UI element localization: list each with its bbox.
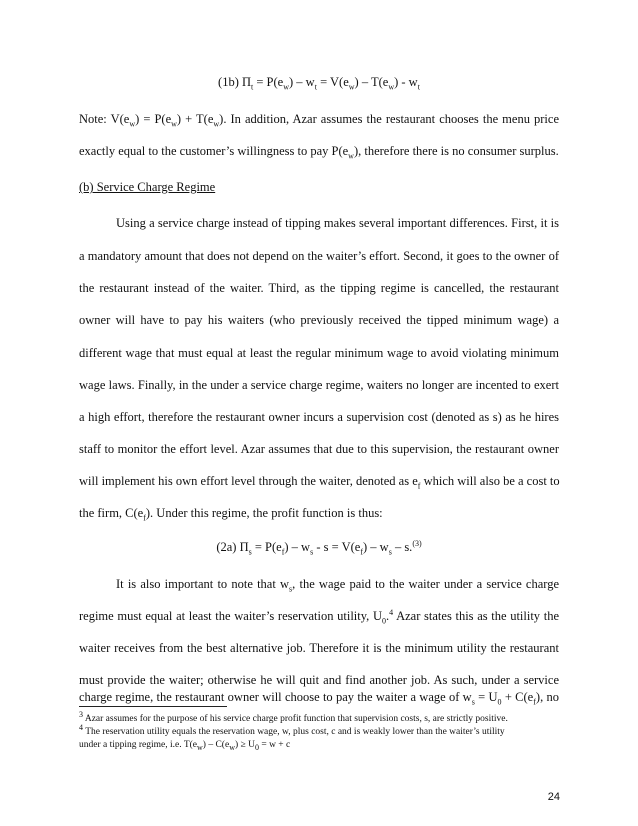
eq-text: ) – w xyxy=(289,75,315,89)
paragraph-line: staff to monitor the effort level. Azar assumes that due to this supervision, the restaurant owner xyxy=(79,442,559,456)
footnote-3 xyxy=(79,709,559,725)
paragraph-line xyxy=(79,608,559,624)
text-span: Azar states this as the utility the xyxy=(393,609,559,623)
text-span: The reservation utility equals the reservation wage, w, plus cost, c and is weakly lower than the waiter’s utility xyxy=(83,727,505,737)
paragraph-line xyxy=(116,576,559,592)
text-span: ) – w xyxy=(362,540,389,554)
text-span: ), no xyxy=(535,690,559,704)
subscript: s xyxy=(248,547,252,557)
eq-text: ) - w xyxy=(394,75,418,89)
subscript: w xyxy=(171,119,177,129)
text-span: regime must equal at least the waiter’s reservation utility, U xyxy=(79,609,382,623)
subscript: 0 xyxy=(254,742,259,752)
subscript: w xyxy=(348,151,354,161)
eq-sub: t xyxy=(314,82,317,92)
subscript: f xyxy=(281,547,285,557)
text-span: = P(e xyxy=(251,540,282,554)
text-span: Note: V(e xyxy=(79,112,130,126)
subscript: f xyxy=(143,513,146,523)
note-line-1 xyxy=(79,111,559,127)
paragraph-line: a high effort, therefore the restaurant owner incurs a supervision cost (denoted as s) as he hires xyxy=(79,410,559,424)
note-line-2 xyxy=(79,143,559,159)
text-span: ) – w xyxy=(284,540,311,554)
text-span: which will also be a cost to xyxy=(420,474,560,488)
subscript: f xyxy=(360,547,363,557)
subscript: f xyxy=(417,481,421,491)
subscript: w xyxy=(129,119,136,129)
equation-2a xyxy=(0,539,638,555)
text-span: the firm, C(e xyxy=(79,506,144,520)
text-span: charge regime, the restaurant owner will choose to pay the waiter a wage of w xyxy=(79,690,472,704)
text-span: ) + T(e xyxy=(176,112,214,126)
subscript: s xyxy=(289,584,293,594)
text-span: (2a) Π xyxy=(216,540,249,554)
text-span: ), therefore there is no consumer surplus. xyxy=(353,144,559,158)
text-span: ) = P(e xyxy=(135,112,172,126)
text-span: + C(e xyxy=(501,690,534,704)
text-span: ). Under this regime, the profit function is thus: xyxy=(145,506,383,520)
text-span: ) ≥ U xyxy=(234,740,255,750)
eq-sub: t xyxy=(251,82,254,92)
subscript: f xyxy=(533,697,536,707)
eq-sub: t xyxy=(417,82,420,92)
paragraph-line xyxy=(79,505,559,521)
text-span: = w + c xyxy=(258,740,291,750)
subscript: 0 xyxy=(382,616,386,626)
text-span: , the wage paid to the waiter under a service charge xyxy=(292,577,560,591)
footnote-4-cont xyxy=(79,739,559,751)
eq-text: ) – T(e xyxy=(354,75,389,89)
subscript: w xyxy=(197,742,203,752)
text-span: - s = V(e xyxy=(313,540,361,554)
text-span: will implement his own effort level through the waiter, denoted as e xyxy=(79,474,418,488)
text-span: It is also important to note that w xyxy=(116,577,290,591)
paragraph-line xyxy=(79,473,559,489)
page-number: 24 xyxy=(547,791,560,803)
eq-text: = V(e xyxy=(316,75,349,89)
subscript: w xyxy=(229,742,235,752)
footnote-rule xyxy=(79,706,227,707)
paragraph-line: a mandatory amount that does not depend on the waiter’s effort. Second, it goes to the owner of xyxy=(79,249,559,263)
superscript: 3 xyxy=(79,709,83,719)
footnote-ref: (3) xyxy=(412,538,422,548)
eq-sub: w xyxy=(388,82,395,92)
paragraph-line: Using a service charge instead of tipping makes several important differences. First, it is xyxy=(116,216,559,230)
eq-sub: w xyxy=(348,82,355,92)
subscript: s xyxy=(310,547,314,557)
eq-sub: w xyxy=(283,82,289,92)
subscript: w xyxy=(213,119,220,129)
paragraph-line: must provide the waiter; otherwise he will quit and find another job. As such, under a service xyxy=(79,673,559,687)
superscript: 4 xyxy=(79,722,83,732)
section-heading: (b) Service Charge Regime xyxy=(79,180,216,194)
paragraph-line: wage laws. Finally, in the under a service charge regime, waiters no longer are incented to exert xyxy=(79,378,559,392)
paragraph-line xyxy=(79,689,559,705)
text-span: . xyxy=(386,609,390,623)
paragraph-line: the restaurant instead of the waiter. Third, as the tipping regime is cancelled, the restaurant xyxy=(79,281,559,295)
eq-text: = P(e xyxy=(253,75,284,89)
equation-1b xyxy=(0,74,638,90)
text-span: exactly equal to the customer’s willingness to pay P(e xyxy=(79,144,349,158)
paragraph-line: different wage that must equal at least the regular minimum wage to avoid violating minimum xyxy=(79,346,559,360)
paragraph-line: waiter receives from the best alternative job. Therefore it is the minimum utility the restaurant xyxy=(79,641,559,655)
subscript: 0 xyxy=(497,697,502,707)
eq-text: (1b) Π xyxy=(218,75,252,89)
footnote-ref: 4 xyxy=(389,607,394,617)
paragraph-line: owner will have to pay his waiters (who previously received the tipped minimum wage) a xyxy=(79,313,559,327)
text-span: – s. xyxy=(391,540,413,554)
text-span: under a tipping regime, i.e. T(e xyxy=(79,740,198,750)
subscript: s xyxy=(388,547,392,557)
text-span: ) – C(e xyxy=(202,740,230,750)
subscript: s xyxy=(471,697,475,707)
footnote-4 xyxy=(79,722,559,738)
text-span: Azar assumes for the purpose of his service charge profit function that supervision costs, s, are strictly positive. xyxy=(83,714,508,724)
text-span: ). In addition, Azar assumes the restaurant chooses the menu price xyxy=(219,112,559,126)
text-span: = U xyxy=(474,690,498,704)
